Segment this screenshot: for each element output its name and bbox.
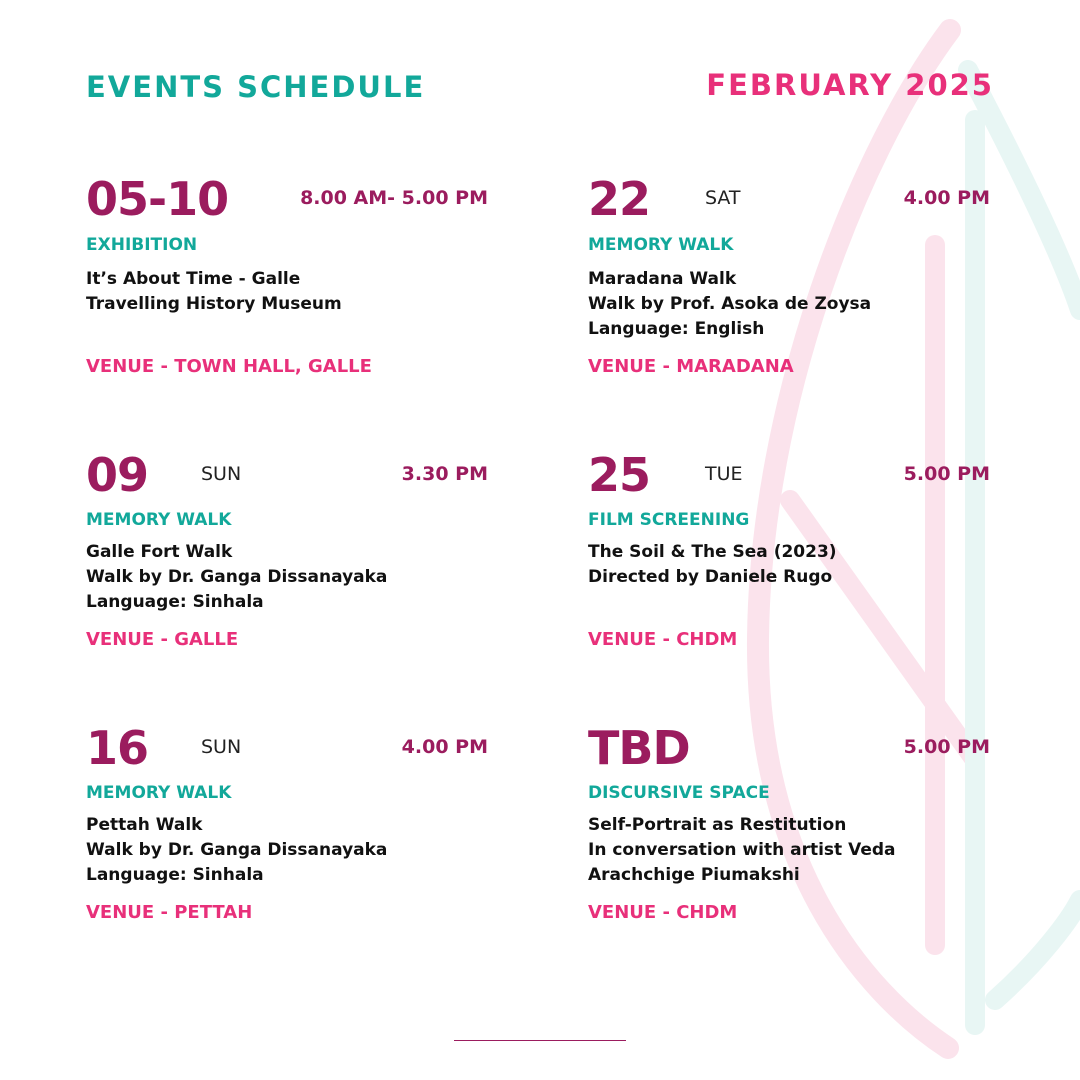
- description-line: Directed by Daniele Rugo: [588, 567, 833, 587]
- event-type: FILM SCREENING: [588, 510, 750, 530]
- event-date: 05-10: [86, 172, 229, 226]
- description-line: The Soil & The Sea (2023): [588, 542, 837, 562]
- event-day: TUE: [705, 463, 743, 485]
- event-date: 25: [588, 448, 651, 502]
- event-venue: VENUE - GALLE: [86, 629, 239, 650]
- event-type: DISCURSIVE SPACE: [588, 783, 770, 803]
- description-line: Maradana Walk: [588, 269, 737, 289]
- description-line: Language: Sinhala: [86, 592, 264, 612]
- event-day: SAT: [705, 187, 741, 209]
- event-type: MEMORY WALK: [86, 510, 232, 530]
- event-venue: VENUE - TOWN HALL, GALLE: [86, 356, 372, 377]
- description-line: Language: Sinhala: [86, 865, 264, 885]
- event-type: MEMORY WALK: [588, 235, 734, 255]
- event-day: SUN: [201, 463, 242, 485]
- event-venue: VENUE - CHDM: [588, 902, 738, 923]
- event-description: [86, 813, 387, 888]
- description-line: Self-Portrait as Restitution: [588, 815, 847, 835]
- event-date: 09: [86, 448, 149, 502]
- event-time: 3.30 PM: [401, 463, 488, 485]
- event-venue: VENUE - MARADANA: [588, 356, 794, 377]
- event-description: [588, 267, 871, 342]
- footer-divider: [454, 1040, 626, 1041]
- event-description: [86, 540, 387, 615]
- description-line: Pettah Walk: [86, 815, 203, 835]
- description-line: It’s About Time - Galle: [86, 269, 301, 289]
- description-line: Walk by Dr. Ganga Dissanayaka: [86, 840, 388, 860]
- event-type: EXHIBITION: [86, 235, 198, 255]
- description-line: Travelling History Museum: [86, 294, 342, 314]
- description-line: Language: English: [588, 319, 765, 339]
- month-label: FEBRUARY 2025: [706, 68, 994, 102]
- event-description: [86, 267, 342, 317]
- event-venue: VENUE - PETTAH: [86, 902, 253, 923]
- event-date: 16: [86, 721, 149, 775]
- event-type: MEMORY WALK: [86, 783, 232, 803]
- event-description: [588, 813, 896, 888]
- event-time: 4.00 PM: [903, 187, 990, 209]
- description-line: Walk by Dr. Ganga Dissanayaka: [86, 567, 388, 587]
- event-time: 5.00 PM: [903, 463, 990, 485]
- event-time: 5.00 PM: [903, 736, 990, 758]
- event-day: SUN: [201, 736, 242, 758]
- event-date: 22: [588, 172, 651, 226]
- description-line: Walk by Prof. Asoka de Zoysa: [588, 294, 872, 314]
- event-date: TBD: [588, 721, 690, 775]
- event-time: 8.00 AM- 5.00 PM: [300, 187, 488, 209]
- event-venue: VENUE - CHDM: [588, 629, 738, 650]
- event-time: 4.00 PM: [401, 736, 488, 758]
- page-title: EVENTS SCHEDULE: [86, 70, 426, 104]
- description-line: In conversation with artist Veda: [588, 840, 896, 860]
- description-line: Arachchige Piumakshi: [588, 865, 800, 885]
- description-line: Galle Fort Walk: [86, 542, 233, 562]
- event-description: [588, 540, 837, 590]
